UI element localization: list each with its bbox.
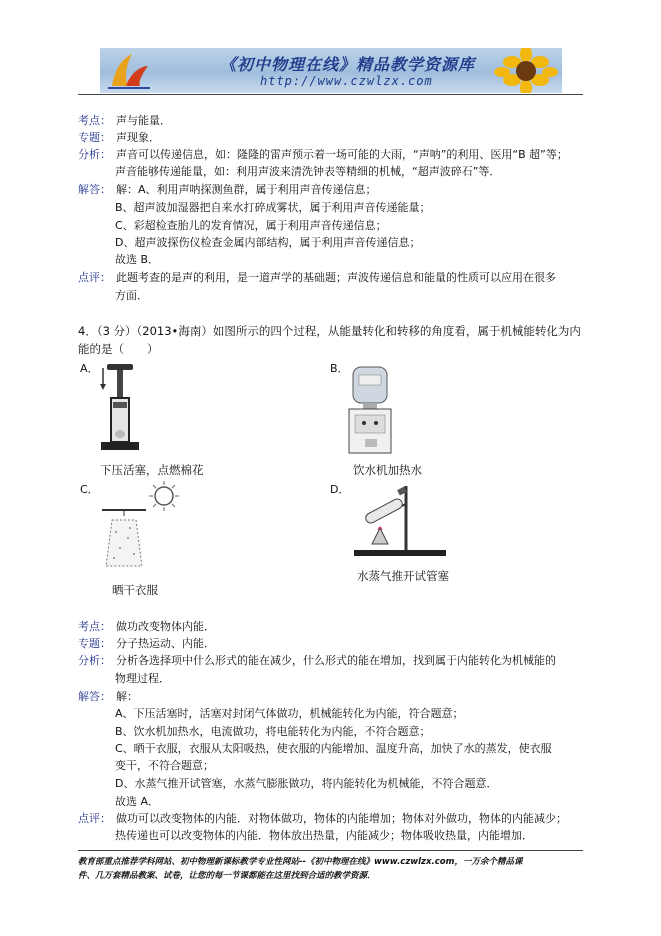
site-logo-icon [106, 52, 152, 90]
ans-dianping: 点评： 做功可以改变物体的内能．对物体做功，物体的内能增加；物体对外做功，物体的内能减少； [78, 812, 567, 825]
prev-jieda-c: C、彩超检查胎儿的发育情况，属于利用声音传递信息； [115, 219, 387, 232]
piston-cylinder-icon [95, 362, 145, 457]
banner-title: 《初中物理在线》精品教学资源库 [220, 55, 476, 74]
option-d-caption: 水蒸气推开试管塞 [357, 569, 449, 583]
footer-rule [78, 850, 583, 851]
prev-jieda-choice: 故选 B． [115, 253, 160, 266]
prev-jieda-b: B、超声波加湿器把自来水打碎成雾状，属于利用声音传递能量； [115, 201, 431, 214]
ans-fenxi: 分析： 分析各选择项中什么形式的能在减少，什么形式的能在增加，找到属于内能转化为机械能的 [78, 654, 556, 667]
ans-jieda-d: D、水蒸气推开试管塞，水蒸气膨胀做功，将内能转化为机械能，不符合题意． [115, 777, 498, 790]
header-rule [78, 94, 583, 95]
footer-line1: 教育部重点推荐学科网站、初中物理新课标教学专业性网站--《初中物理在线》www.czwlzx.com，一万余个精品课 [78, 857, 523, 867]
option-b-letter: B． [330, 362, 349, 375]
prev-jieda: 解答： 解：A、利用声呐探测鱼群，属于利用声音传递信息； [78, 183, 377, 196]
prev-jieda-d: D、超声波探伤仪检查金属内部结构，属于利用声音传递信息； [115, 236, 421, 249]
option-b-caption: 饮水机加热水 [353, 463, 422, 477]
question-stem: 4．（3 分）（2013•海南）如图所示的四个过程，从能量转化和转移的角度看，属于机械能转化为内 [78, 324, 581, 338]
ans-fenxi-line2: 物理过程． [115, 672, 170, 685]
ans-jieda-c-line2: 变干，不符合题意； [115, 759, 214, 772]
ans-jieda-a: A、下压活塞时，活塞对封闭气体做功，机械能转化为内能，符合题意； [115, 707, 464, 720]
question-stem-line2: 能的是（ ） [78, 342, 159, 356]
drying-clothes-icon [100, 480, 190, 575]
steam-test-tube-icon [350, 482, 450, 562]
prev-zhuanti: 专题： 声现象． [78, 131, 160, 144]
site-banner [100, 48, 562, 93]
banner-url[interactable]: http://www.czwlzx.com [260, 74, 433, 88]
option-c-letter: C． [80, 483, 99, 496]
prev-fenxi: 分析： 声音可以传递信息，如：隆隆的雷声预示着一场可能的大雨，“声呐”的利用、医用“B 超”等； [78, 148, 568, 161]
ans-zhuanti: 专题： 分子热运动、内能． [78, 637, 215, 650]
option-d-letter: D． [330, 483, 350, 496]
ans-jieda-choice: 故选 A． [115, 795, 160, 808]
water-dispenser-icon [345, 365, 395, 455]
ans-jieda: 解答： 解： [78, 690, 138, 703]
footer-line2: 件、几万套精品教案、试卷，让您的每一节课都能在这里找到合适的教学资源． [78, 871, 376, 881]
prev-dianping-line2: 方面． [115, 289, 148, 302]
prev-kaodian: 考点： 声与能量． [78, 114, 171, 127]
ans-jieda-c: C、晒干衣服，衣服从太阳吸热，使衣服的内能增加、温度升高，加快了水的蒸发，使衣服 [115, 742, 552, 755]
prev-fenxi-line2: 声音能够传递能量，如：利用声波来清洗钟表等精细的机械，“超声波碎石”等． [115, 165, 501, 178]
ans-kaodian: 考点： 做功改变物体内能． [78, 620, 215, 633]
ans-jieda-b: B、饮水机加热水，电流做功，将电能转化为内能，不符合题意； [115, 725, 431, 738]
ans-dianping-line2: 热传递也可以改变物体的内能．物体放出热量，内能减少；物体吸收热量，内能增加． [115, 829, 533, 842]
option-c-caption: 晒干衣服 [112, 583, 158, 597]
option-a-caption: 下压活塞，点燃棉花 [100, 463, 204, 477]
option-a-letter: A． [80, 362, 99, 375]
sunflower-icon [488, 48, 558, 93]
prev-dianping: 点评： 此题考查的是声的利用，是一道声学的基础题；声波传递信息和能量的性质可以应用在很多 [78, 271, 556, 284]
